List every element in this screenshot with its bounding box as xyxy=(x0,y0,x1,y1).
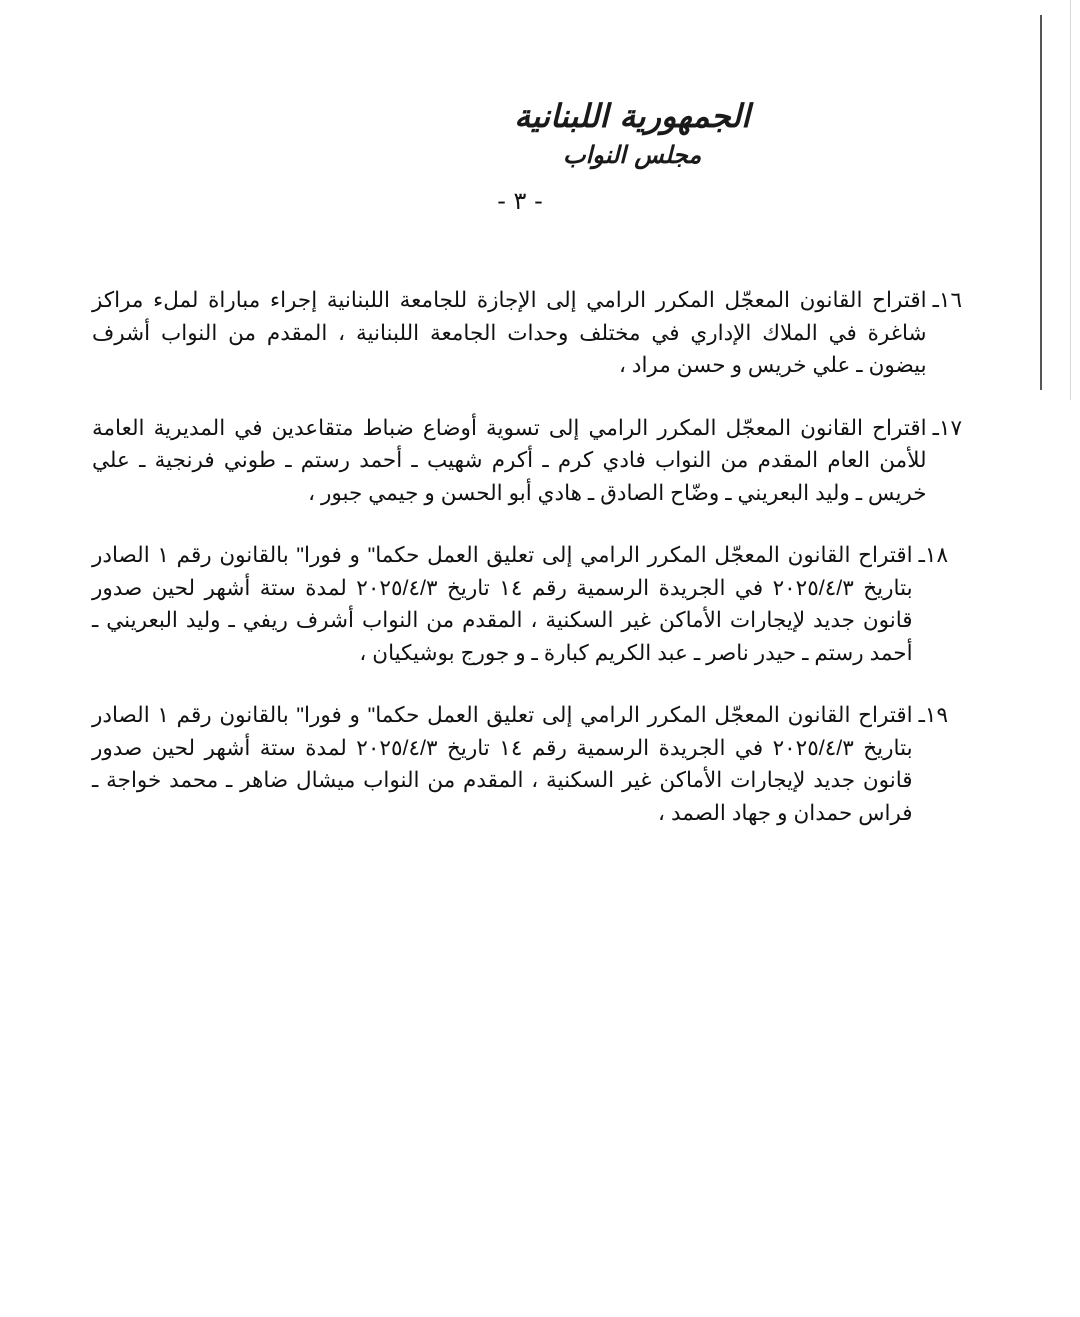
agenda-item-16 xyxy=(92,284,962,382)
item-number: ١٧ـ xyxy=(932,415,962,440)
item-text: اقتراح القانون المعجّل المكرر الرامي إلى الإجازة للجامعة اللبنانية إجراء مباراة لملء مراكز شاغرة في الملاك الإداري في مختلف وحدات الجامعة اللبنانية ، المقدم من النواب أشرف بيضون ـ علي خريس و حسن مراد ، xyxy=(92,288,927,377)
agenda-item-18 xyxy=(92,539,962,669)
scan-edge-line xyxy=(1070,0,1071,400)
item-text: اقتراح القانون المعجّل المكرر الرامي إلى تسوية أوضاع ضباط متقاعدين في المديرية العامة للأمن العام المقدم من النواب فادي كرم ـ أكرم شهيب ـ أحمد رستم ـ طوني فرنجية ـ علي خريس ـ وليد البعريني ـ وضّاح الصادق ـ هادي أبو الحسن و جيمي جبور ، xyxy=(92,415,927,505)
item-text: اقتراح القانون المعجّل المكرر الرامي إلى تعليق العمل حكما" و فورا" بالقانون رقم ١ الصادر بتاريخ ٢٠٢٥/٤/٣ في الجريدة الرسمية رقم ١٤ تاريخ ٢٠٢٥/٤/٣ لمدة ستة أشهر لحين صدور قانون جديد لإيجارات الأماكن غير السكنية ، المقدم من النواب ميشال ضاهر ـ محمد خواجة ـ فراس حمدان و جهاد الصمد ، xyxy=(92,703,913,825)
agenda-item-19 xyxy=(92,699,962,829)
letterhead-title: الجمهورية اللبنانية xyxy=(514,97,750,135)
item-number: ١٦ـ xyxy=(932,288,962,312)
margin-rule xyxy=(1040,15,1042,390)
item-text: اقتراح القانون المعجّل المكرر الرامي إلى تعليق العمل حكما" و فورا" بالقانون رقم ١ الصادر بتاريخ ٢٠٢٥/٤/٣ في الجريدة الرسمية رقم ١٤ تاريخ ٢٠٢٥/٤/٣ لمدة ستة أشهر لحين صدور قانون جديد لإيجارات الأماكن غير السكنية ، المقدم من النواب أشرف ريفي ـ وليد البعريني ـ أحمد رستم ـ حيدر ناصر ـ عبد الكريم كبارة ـ و جورج بوشيكيان ، xyxy=(92,543,913,665)
letterhead-subtitle: مجلس النواب xyxy=(563,140,702,169)
agenda-item-17 xyxy=(92,412,962,510)
agenda-list xyxy=(92,284,962,829)
item-number: ١٩ـ xyxy=(918,703,948,727)
page-number: - ٣ - xyxy=(497,187,543,215)
item-number: ١٨ـ xyxy=(918,543,948,567)
letterhead xyxy=(514,96,750,170)
